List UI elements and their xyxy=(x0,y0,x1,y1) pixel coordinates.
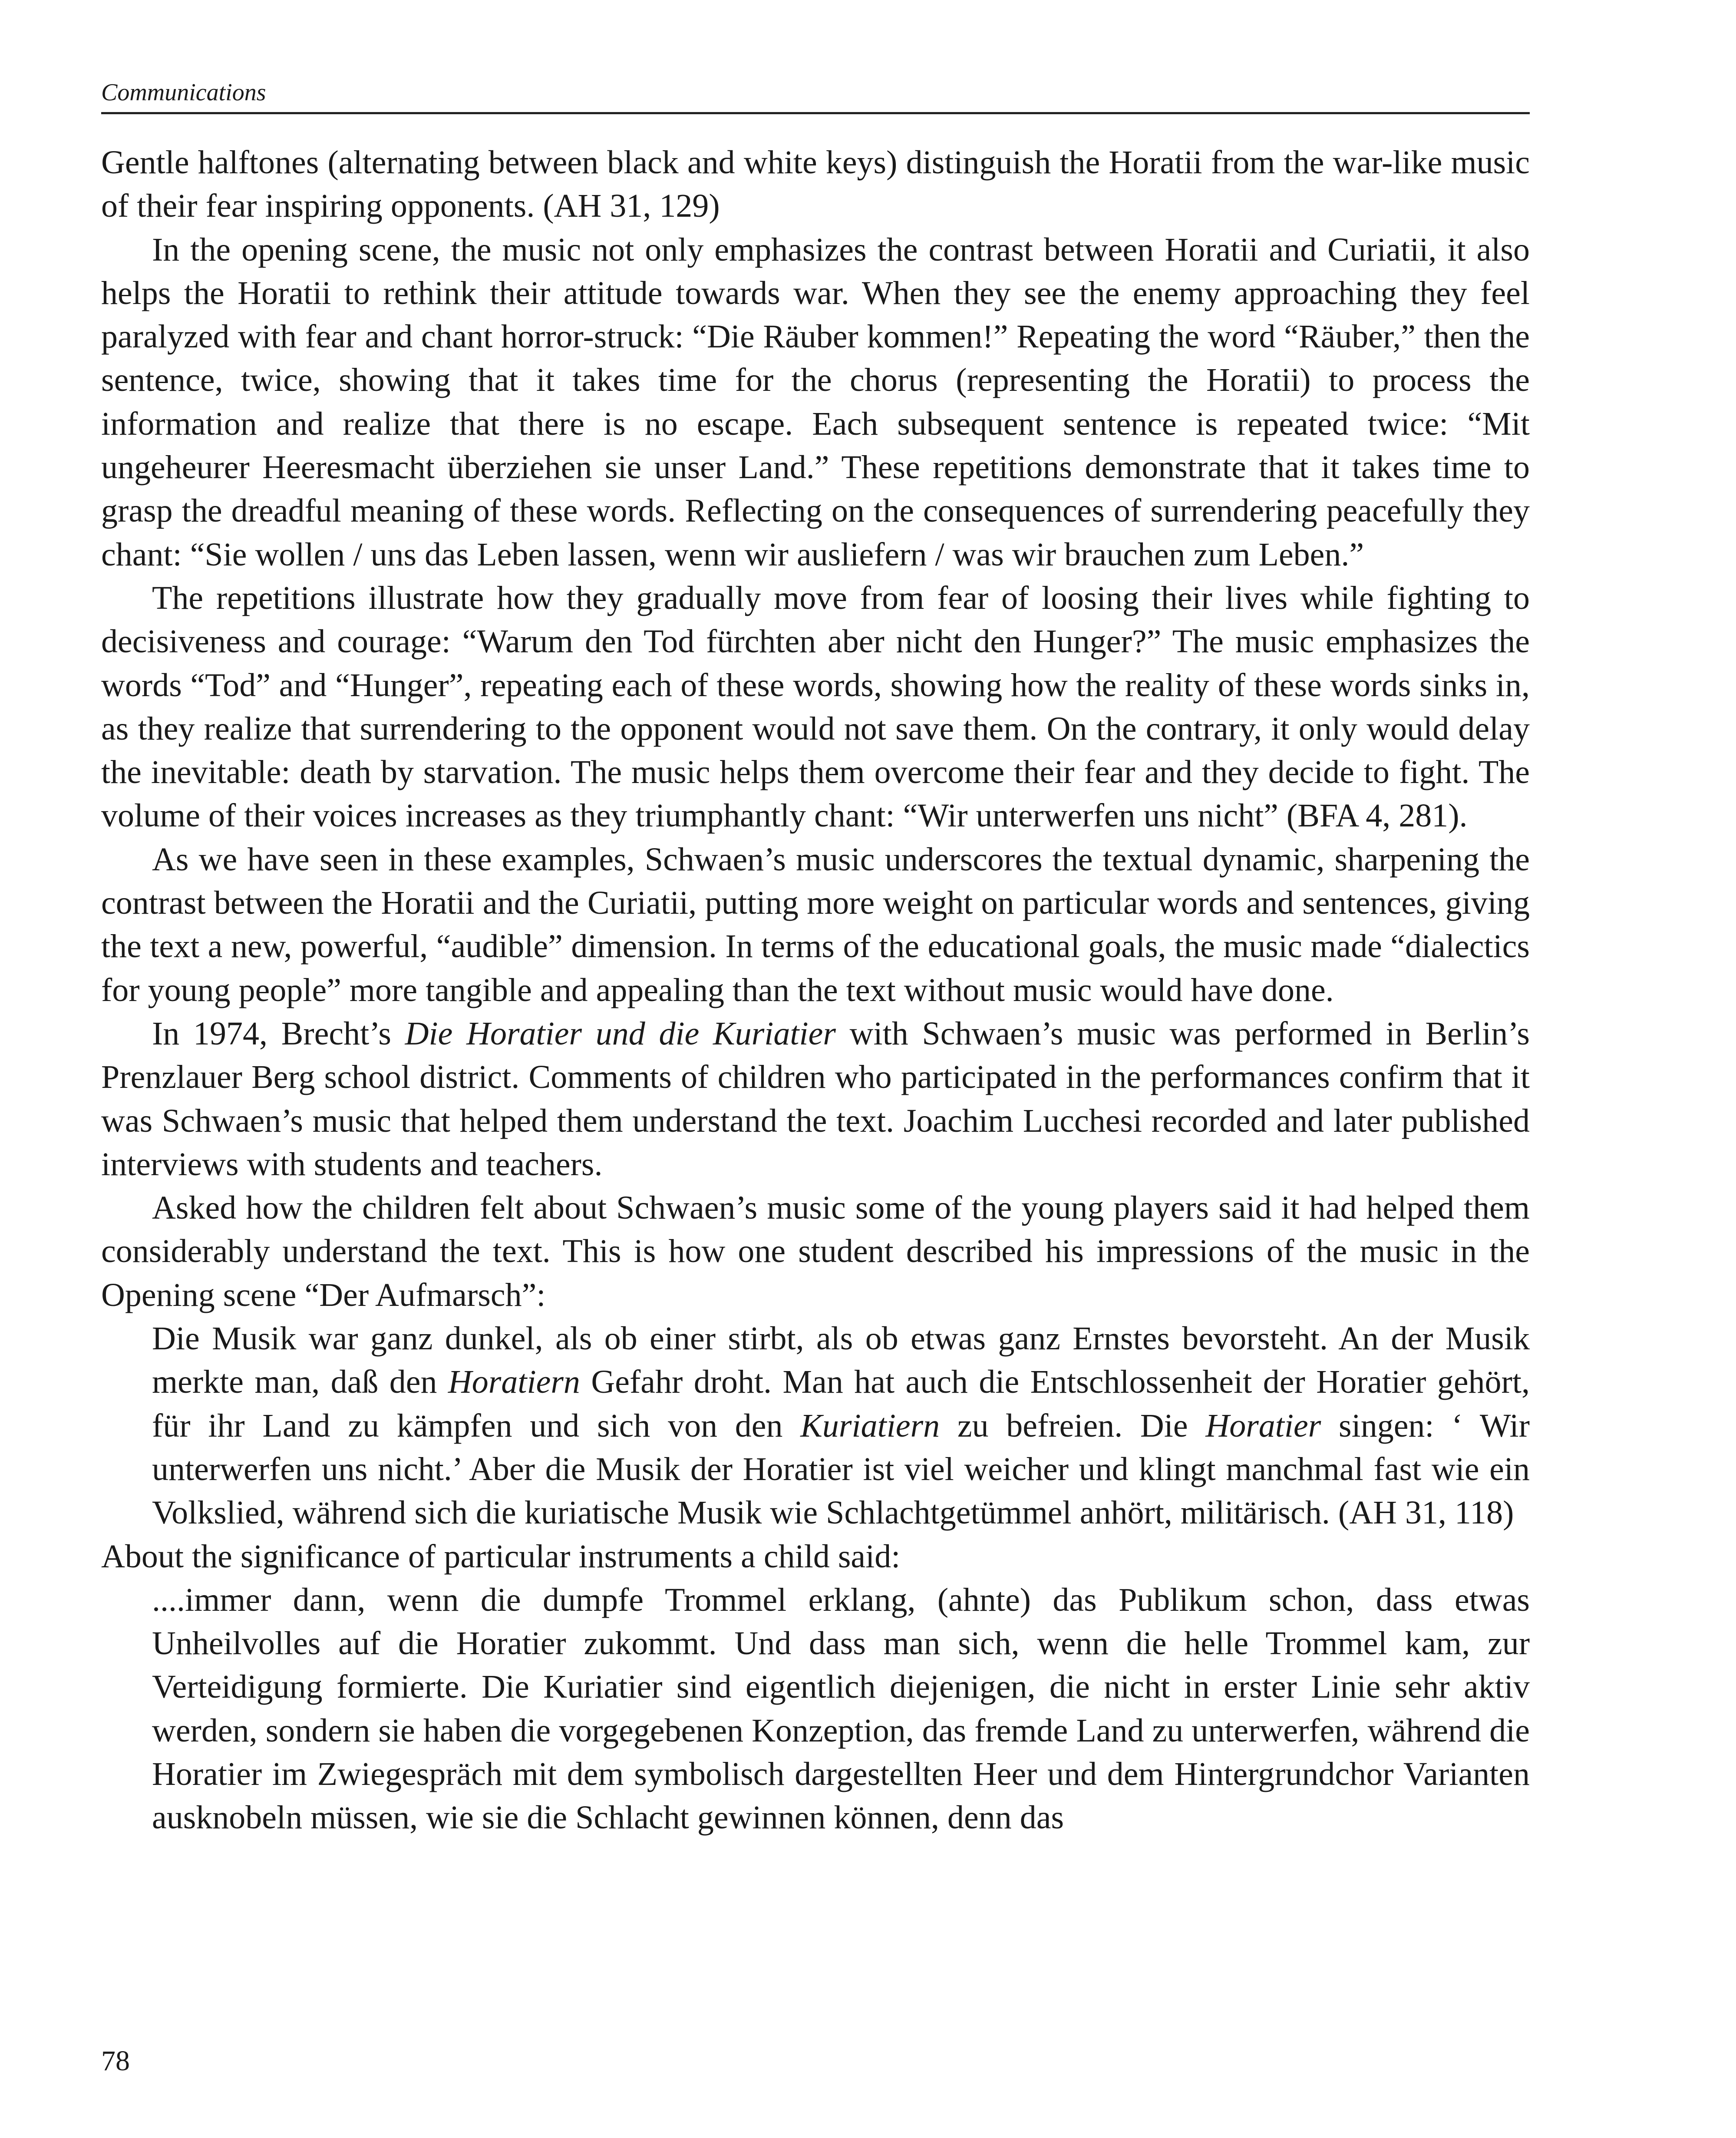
p5-text-before: In 1974, Brecht’s xyxy=(152,1015,405,1052)
paragraph-performance-1974 xyxy=(101,1012,1530,1186)
p5-text-after: with Schwaen’s music was performed in Berlin’s Prenzlauer Berg school district. Comments of children who participated in the performances confirm that it was Schwaen’s music that helped them understand the text. Joachim Lucchesi recorded and later published interviews with students and teachers. xyxy=(101,1015,1530,1183)
quote1-italic1: Horatiern xyxy=(448,1364,580,1401)
quote1-italic3: Horatier xyxy=(1205,1407,1321,1444)
body-text xyxy=(101,141,1530,1840)
paragraph-opening-scene: In the opening scene, the music not only emphasizes the contrast between Horatii and Curiatii, it also helps the Horatii to rethink their attitude towards war. When they see the enemy approaching they feel paralyzed with fear and chant horror-struck: “Die Räuber kommen!” Repeating the word “Räuber,” then the sentence, twice, showing that it takes time for the chorus (representing the Horatii) to process the information and realize that there is no escape. Each subsequent sentence is repeated twice: “Mit ungeheurer Heeresmacht überziehen sie unser Land.” These repetitions demonstrate that it takes time to grasp the dreadful meaning of these words. Reflecting on the consequences of surrendering peacefully they chant: “Sie wollen / uns das Leben lassen, wenn wir ausliefern / was wir brauchen zum Leben.” xyxy=(101,231,1530,573)
paragraph-children-impressions: Asked how the children felt about Schwaen’s music some of the young players said it had helped them considerably understand the text. This is how one student described his impressions of the music in the Opening scene “Der Aufmarsch”: xyxy=(101,1190,1530,1313)
header-rule xyxy=(101,112,1530,114)
block-quote-child: ....immer dann, wenn die dumpfe Trommel erklang, (ahnte) das Publikum schon, dass etwas Unheilvolles auf die Horatier zukommt. Und dass man sich, wenn die helle Trommel kam, zur Verteidigung formierte. Die Kuriatier sind eigentlich diejenigen, die nicht in erster Linie sehr aktiv werden, sondern sie haben die vorgegebenen Konzeption, das fremde Land zu unterwerfen, während die Horatier im Zwiegespräch mit dem symbolisch dargestellten Heer und dem Hintergrundchor Varianten ausknobeln müssen, wie sie die Schlacht gewinnen können, denn das xyxy=(152,1581,1530,1836)
quote1-part2: Gefahr droht. Man hat auch die Entschlossenheit der Horatier gehört, für ihr Land zu kämpfen und sich von den xyxy=(152,1364,1530,1444)
work-title: Die Horatier und die Kuriatier xyxy=(405,1015,836,1052)
quote1-part4: singen: ‘ Wir unterwerfen uns nicht.’ Aber die Musik der Horatier ist viel weicher und klingt manchmal fast wie ein Volkslied, während sich die kuriatische Musik wie Schlachtgetümmel anhört, militärisch. (AH 31, 118) xyxy=(152,1407,1530,1531)
paragraph-instruments: About the significance of particular instruments a child said: xyxy=(101,1538,901,1575)
paragraph-repetitions: The repetitions illustrate how they gradually move from fear of loosing their lives while fighting to decisiveness and courage: “Warum den Tod fürchten aber nicht den Hunger?” The music emphasizes the words “Tod” and “Hunger”, repeating each of these words, showing how the reality of these words sinks in, as they realize that surrendering to the opponent would not save them. On the contrary, it only would delay the inevitable: death by starvation. The music helps them overcome their fear and they decide to fight. The volume of their voices increases as they triumphantly chant: “Wir unterwerfen uns nicht” (BFA 4, 281). xyxy=(101,579,1530,834)
running-head: Communications xyxy=(101,79,266,106)
block-quote-student xyxy=(152,1317,1530,1534)
paragraph-examples: As we have seen in these examples, Schwaen’s music underscores the textual dynamic, sharpening the contrast between the Horatii and the Curiatii, putting more weight on particular words and sentences, giving the text a new, powerful, “audible” dimension. In terms of the educational goals, the music made “dialectics for young people” more tangible and appealing than the text without music would have done. xyxy=(101,841,1530,1008)
page-number: 78 xyxy=(101,2045,130,2077)
quote1-italic2: Kuriatiern xyxy=(800,1407,940,1444)
quote1-part1: Die Musik war ganz dunkel, als ob einer stirbt, als ob etwas ganz Ernstes bevorsteht. An der Musik merkte man, daß den xyxy=(152,1320,1530,1401)
paragraph-continuation: Gentle halftones (alternating between black and white keys) distinguish the Horatii from the war-like music of their fear inspiring opponents. (AH 31, 129) xyxy=(101,144,1530,225)
quote1-part3: zu befreien. Die xyxy=(940,1407,1206,1444)
